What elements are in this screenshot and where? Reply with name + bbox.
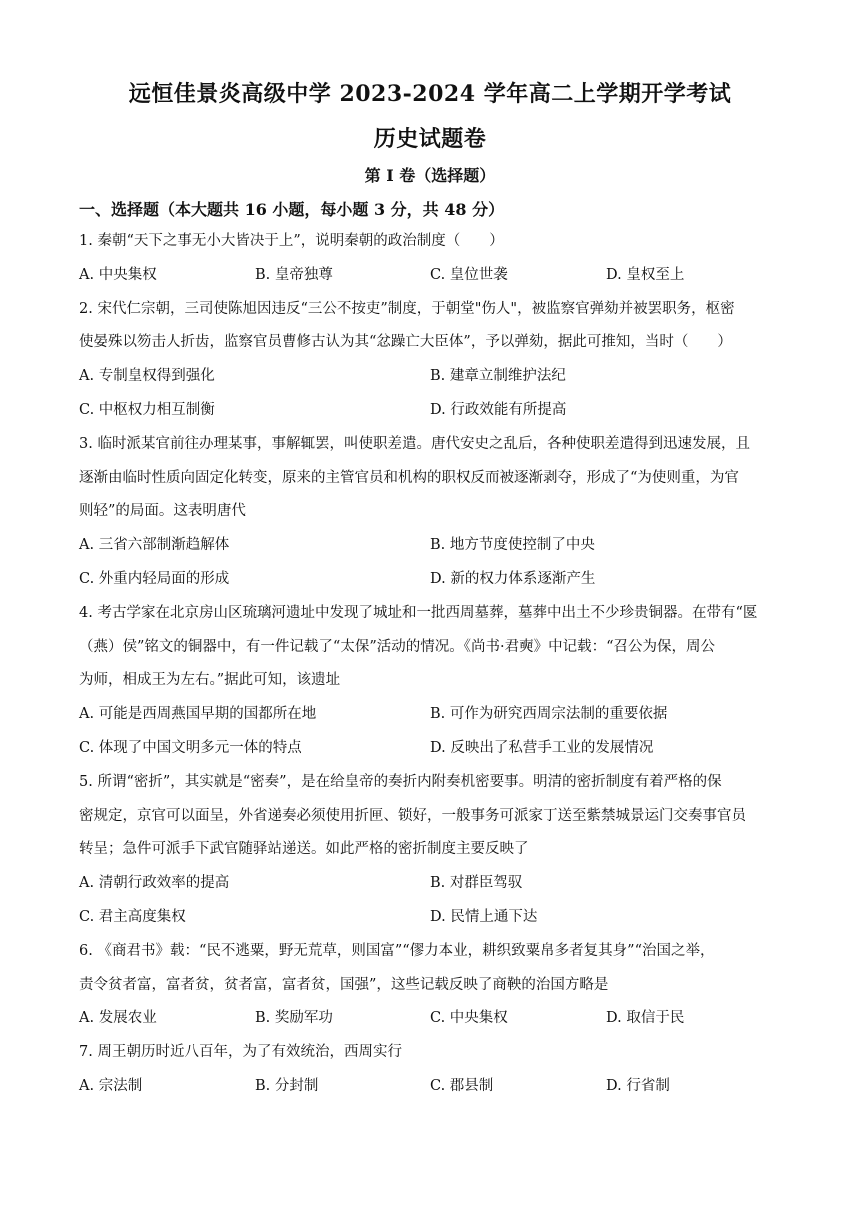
question-7-text: 7. 周王朝历时近八百年，为了有效统治，西周实行: [79, 1044, 402, 1060]
q3-option-d[interactable]: D. 新的权力体系逐渐产生: [430, 571, 596, 587]
q3-option-c[interactable]: C. 外重内轻局面的形成: [79, 571, 230, 587]
q2-option-d[interactable]: D. 行政效能有所提高: [430, 402, 567, 418]
q5-option-b[interactable]: B. 对群臣驾驭: [430, 875, 523, 891]
q4-option-b[interactable]: B. 可作为研究西周宗法制的重要依据: [430, 706, 668, 722]
section-heading: 一、选择题（本大题共 16 小题，每小题 3 分，共 48 分）: [79, 200, 505, 219]
q7-option-c[interactable]: C. 郡县制: [430, 1078, 494, 1094]
q4-option-a[interactable]: A. 可能是西周燕国早期的国都所在地: [79, 706, 317, 722]
q4-option-c[interactable]: C. 体现了中国文明多元一体的特点: [79, 740, 302, 756]
question-5-text: 转呈；急件可派手下武官随驿站递送。如此严格的密折制度主要反映了: [79, 841, 529, 857]
exam-title: 远恒佳景炎高级中学 2023-2024 学年高二上学期开学考试: [128, 81, 732, 107]
q3-option-b[interactable]: B. 地方节度使控制了中央: [430, 537, 595, 553]
q6-option-d[interactable]: D. 取信于民: [606, 1010, 685, 1026]
q2-option-c[interactable]: C. 中枢权力相互制衡: [79, 402, 215, 418]
q3-option-a[interactable]: A. 三省六部制渐趋解体: [79, 537, 230, 553]
q5-option-a[interactable]: A. 清朝行政效率的提高: [79, 875, 230, 891]
part-heading: 第 I 卷（选择题）: [364, 166, 496, 185]
question-6-text: 责令贫者富，富者贫，贫者富，富者贫，国强”，这些记载反映了商鞅的治国方略是: [79, 977, 609, 993]
q6-option-b[interactable]: B. 奖励军功: [255, 1010, 333, 1026]
q6-option-a[interactable]: A. 发展农业: [79, 1010, 157, 1026]
q1-option-a[interactable]: A. 中央集权: [79, 267, 157, 283]
q5-option-c[interactable]: C. 君主高度集权: [79, 909, 186, 925]
question-4-text: （燕）侯”铭文的铜器中，有一件记载了“太保”活动的情况。《尚书·君奭》中记载：“召公为保，周公: [79, 639, 716, 655]
question-5-text: 5. 所谓“密折”，其实就是“密奏”，是在给皇帝的奏折内附奏机密要事。明清的密折制度有着严格的保: [79, 774, 722, 790]
q1-option-b[interactable]: B. 皇帝独尊: [255, 267, 333, 283]
question-2-text: 使晏殊以笏击人折齿，监察官员曹修古认为其“忿躁亡大臣体”，予以弹劾，据此可推知，当时（ ）: [79, 334, 732, 350]
question-3-text: 逐渐由临时性质向固定化转变，原来的主管官员和机构的职权反而被逐渐剥夺，形成了“为使则重，为官: [79, 470, 739, 486]
exam-subtitle: 历史试题卷: [373, 126, 487, 152]
question-4-text: 4. 考古学家在北京房山区琉璃河遗址中发现了城址和一批西周墓葬，墓葬中出土不少珍贵铜器。在带有“匽: [79, 605, 758, 621]
q2-option-b[interactable]: B. 建章立制维护法纪: [430, 368, 566, 384]
question-5-text: 密规定，京官可以面呈，外省递奏必须使用折匣、锁好，一般事务可派家丁送至紫禁城景运门交奏事官员: [79, 808, 746, 824]
q1-option-c[interactable]: C. 皇位世袭: [430, 267, 508, 283]
question-6-text: 6. 《商君书》载：“民不逃粟，野无荒草，则国富”“僇力本业，耕织致粟帛多者复其身”“治国之举，: [79, 943, 715, 959]
q4-option-d[interactable]: D. 反映出了私营手工业的发展情况: [430, 740, 654, 756]
question-1-text: 1. 秦朝“天下之事无小大皆决于上”，说明秦朝的政治制度（ ）: [79, 233, 504, 249]
q7-option-a[interactable]: A. 宗法制: [79, 1078, 143, 1094]
q2-option-a[interactable]: A. 专制皇权得到强化: [79, 368, 215, 384]
question-4-text: 为师，相成王为左右。”据此可知，该遗址: [79, 672, 341, 688]
q7-option-b[interactable]: B. 分封制: [255, 1078, 319, 1094]
q6-option-c[interactable]: C. 中央集权: [430, 1010, 508, 1026]
question-3-text: 3. 临时派某官前往办理某事，事解辄罢，叫使职差遣。唐代安史之乱后，各种使职差遣得到迅速发展，且: [79, 436, 750, 452]
question-2-text: 2. 宋代仁宗朝，三司使陈旭因违反“三公不按吏”制度，于朝堂"伤人"，被监察官弹劾并被罢职务，枢密: [79, 301, 735, 317]
q7-option-d[interactable]: D. 行省制: [606, 1078, 670, 1094]
q1-option-d[interactable]: D. 皇权至上: [606, 267, 685, 283]
question-3-text: 则轻”的局面。这表明唐代: [79, 503, 246, 519]
q5-option-d[interactable]: D. 民情上通下达: [430, 909, 538, 925]
